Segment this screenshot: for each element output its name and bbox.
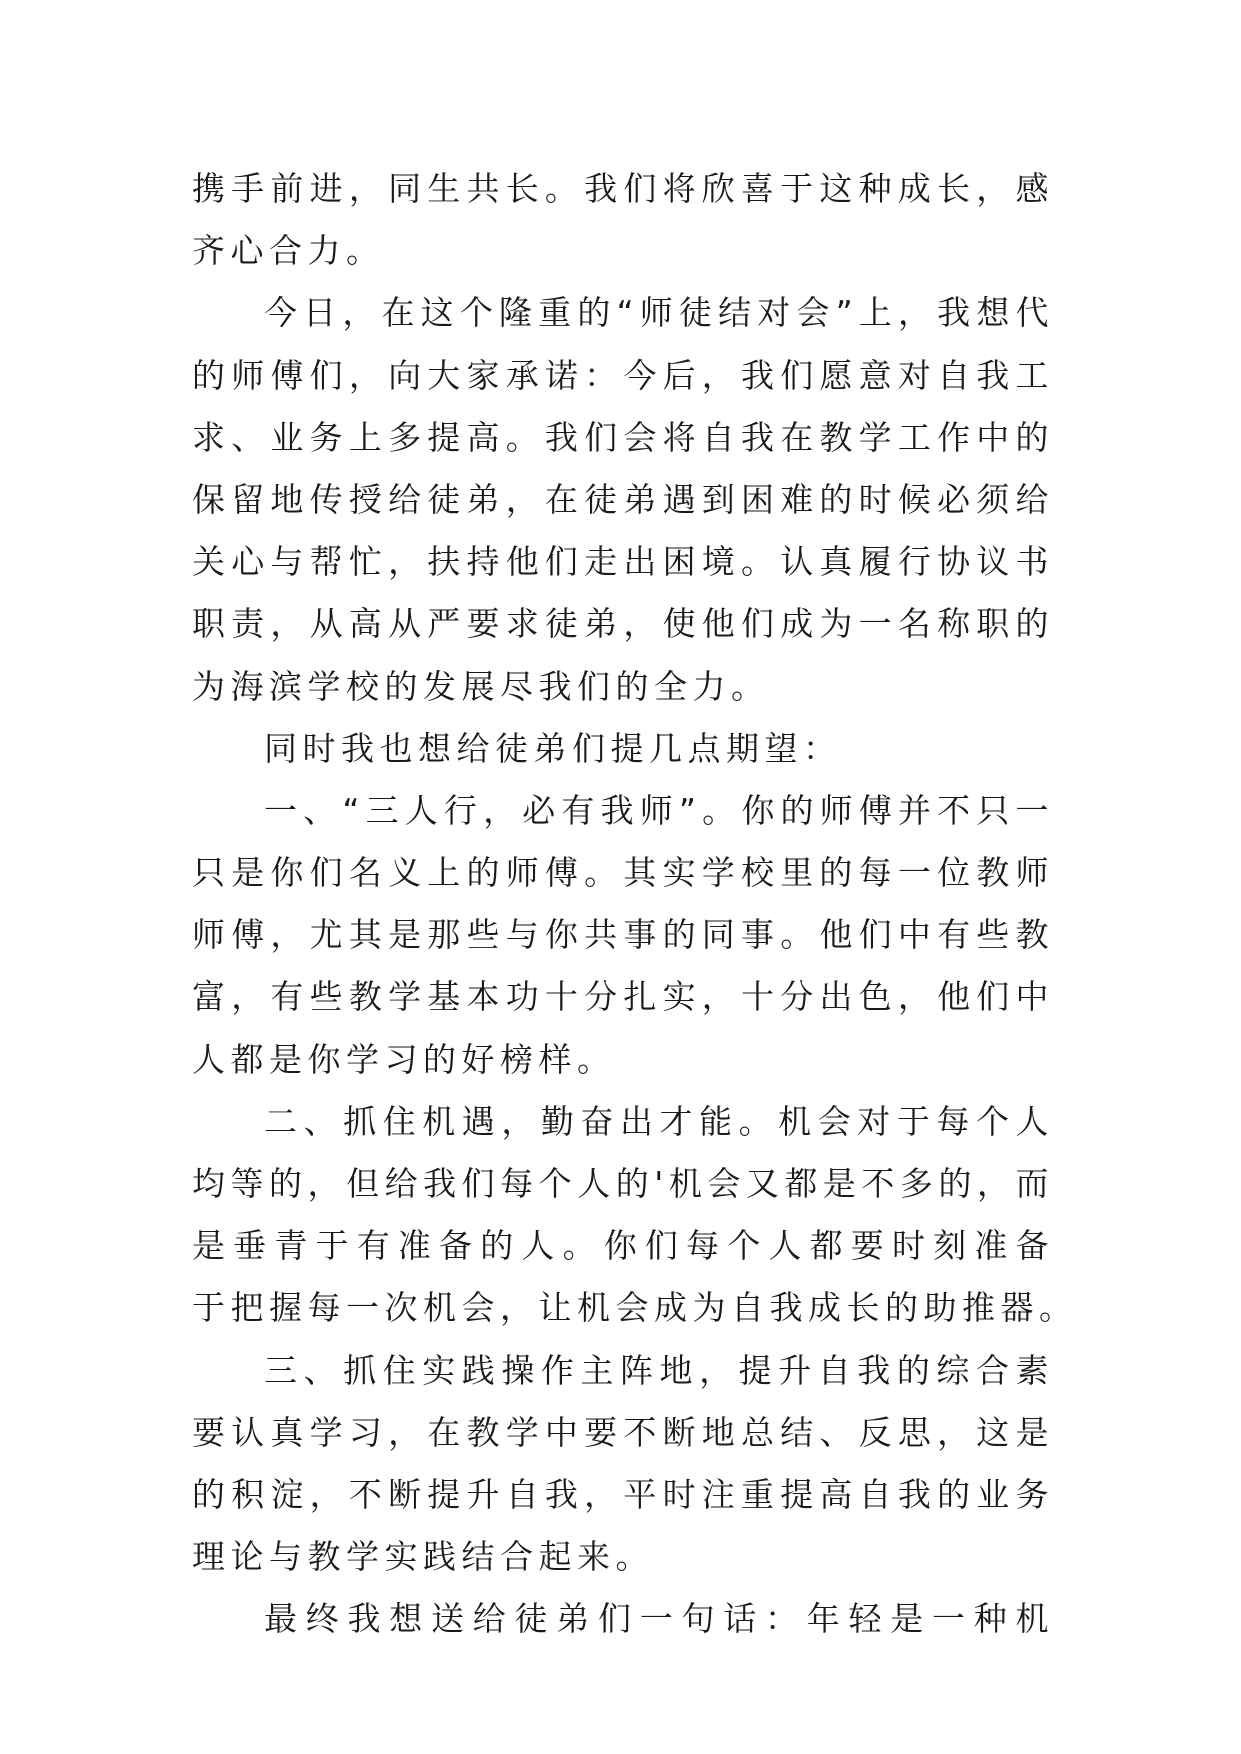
body-text [192,158,1078,1651]
text-line: 均等的，但给我们每个人的'机会又都是不多的，而 [192,1164,1054,1203]
text-line: 理论与教学实践结合起来。 [192,1537,654,1577]
text-line: 保留地传授给徒弟，在徒弟遇到困难的时候必须给 [192,479,1054,519]
text-line: 最终我想送给徒弟们一句话：年轻是一种机 [264,1599,1054,1639]
text-line: 的积淀，不断提升自我，平时注重提高自我的业务 [192,1474,1054,1514]
text-line: 携手前进，同生共长。我们将欣喜于这种成长，感 [192,169,1054,208]
text-line: 同时我也想给徒弟们提几点期望： [264,728,842,768]
text-line: 二、抓住机遇，勤奋出才能。机会对于每个人 [264,1101,1054,1141]
text-line: 是垂青于有准备的人。你们每个人都要时刻准备 [192,1226,1054,1266]
text-line: 求、业务上多提高。我们会将自我在教学工作中的 [192,417,1054,457]
text-line: 的师傅们，向大家承诺：今后，我们愿意对自我工 [192,355,1054,395]
text-line: 于把握每一次机会，让机会成为自我成长的助推器。 [192,1288,1078,1328]
text-line: 为海滨学校的发展尽我们的全力。 [192,666,770,706]
text-line: 富，有些教学基本功十分扎实，十分出色，他们中 [192,977,1054,1017]
text-line: 一、“三人行，必有我师”。你的师傅并不只一 [264,790,1054,830]
text-line: 三、抓住实践操作主阵地，提升自我的综合素 [264,1350,1054,1390]
text-line: 人都是你学习的好榜样。 [192,1039,616,1079]
text-line: 今日，在这个隆重的“师徒结对会”上，我想代 [264,293,1054,333]
text-line: 齐心合力。 [192,231,385,271]
text-line: 关心与帮忙，扶持他们走出困境。认真履行协议书 [192,542,1054,582]
text-line: 师傅，尤其是那些与你共事的同事。他们中有些教 [192,915,1054,955]
text-line: 职责，从高从严要求徒弟，使他们成为一名称职的 [192,604,1054,644]
text-line: 只是你们名义上的师傅。其实学校里的每一位教师 [192,853,1054,893]
text-line: 要认真学习，在教学中要不断地总结、反思，这是 [192,1412,1054,1452]
